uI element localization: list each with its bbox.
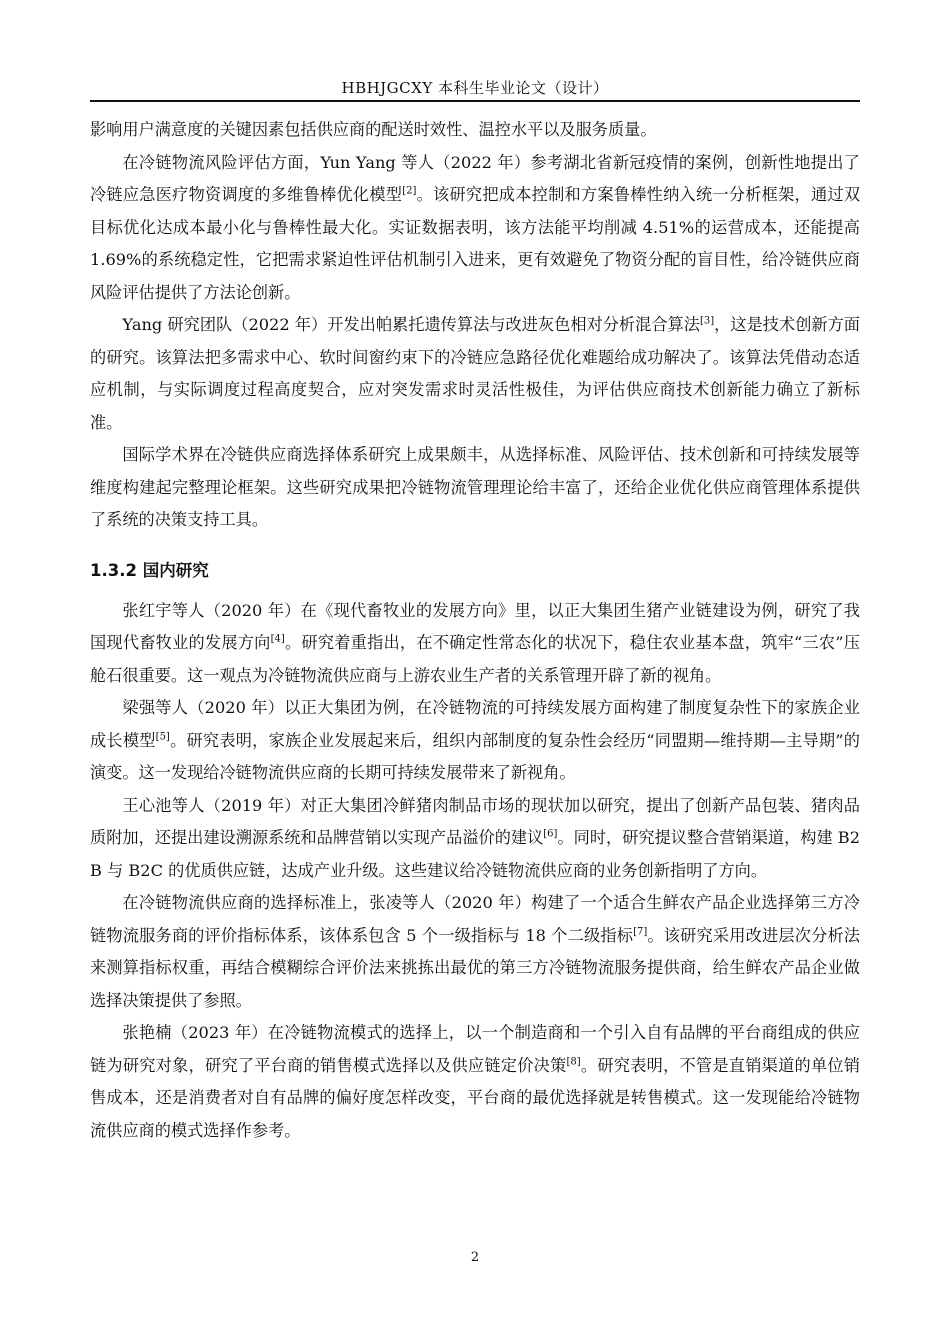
citation-ref: [4] xyxy=(270,633,285,645)
paragraph-text: 在冷链物流风险评估方面，Yun Yang 等人（2022 年）参考湖北省新冠疫情的案例，创新性地提出了冷链应急医疗物资调度的多维鲁棒优化模型 xyxy=(90,152,860,204)
paragraph-text: 张红宇等人（2020 年）在《现代畜牧业的发展方向》里，以正大集团生猪产业链建设为例，研究了我国现代畜牧业的发展方向 xyxy=(90,600,860,652)
paragraph-text: 。研究表明，不管是直销渠道的单位销售成本，还是消费者对自有品牌的偏好度怎样改变，平台商的最优选择就是转售模式。这一发现能给冷链物流供应商的模式选择作参考。 xyxy=(90,1055,860,1140)
paragraph-zhang-ling xyxy=(90,887,860,1017)
citation-ref: [6] xyxy=(543,828,558,840)
paragraph-continuation xyxy=(90,114,860,147)
paragraph-text: Yang 研究团队（2022 年）开发出帕累托遗传算法与改进灰色相对分析混合算法 xyxy=(122,315,700,334)
paragraph-liang-qiang xyxy=(90,692,860,790)
paragraph-text: 。同时，研究提议整合营销渠道，构建 B2B 与 B2C 的优质供应链，达成产业升级。这些建议给冷链物流供应商的业务创新指明了方向。 xyxy=(90,828,860,880)
paragraph-wang-xinchi xyxy=(90,790,860,888)
citation-ref: [5] xyxy=(155,731,170,743)
paragraph-zhang-yannan xyxy=(90,1017,860,1147)
citation-ref: [7] xyxy=(633,926,648,938)
paragraph-text: 。该研究把成本控制和方案鲁棒性纳入统一分析框架，通过双目标优化达成本最小化与鲁棒性最大化。实证数据表明，该方法能平均削减 4.51%的运营成本，还能提高 1.69%的系统稳定性，它把需求紧迫性评估机制引入进来，更有效避免了物资分配的盲目性，给冷链供应商风险评估提供了方法论创新。 xyxy=(90,185,861,302)
paragraph-text: 。研究表明，家族企业发展起来后，组织内部制度的复杂性会经历“同盟期—维持期—主导期”的演变。这一发现给冷链物流供应商的长期可持续发展带来了新视角。 xyxy=(90,730,860,782)
running-header: HBHJGCXY 本科生毕业论文（设计） xyxy=(341,79,609,97)
body-text xyxy=(90,114,860,1147)
section-heading: 1.3.2 国内研究 xyxy=(90,560,209,580)
paragraph-text: 张艳楠（2023 年）在冷链物流模式的选择上，以一个制造商和一个引入自有品牌的平台商组成的供应链为研究对象，研究了平台商的销售模式选择以及供应链定价决策 xyxy=(90,1023,860,1075)
paragraph-text: 。该研究采用改进层次分析法来测算指标权重，再结合模糊综合评价法来挑拣出最优的第三方冷链物流服务提供商，给生鲜农产品企业做选择决策提供了参照。 xyxy=(90,925,860,1010)
page-number: 2 xyxy=(470,1250,480,1265)
citation-ref: [3] xyxy=(699,315,715,327)
citation-ref: [8] xyxy=(566,1056,581,1068)
paragraph-yun-yang xyxy=(90,147,860,310)
paragraph-yang-team xyxy=(90,309,860,439)
paragraph-international-summary xyxy=(90,439,860,537)
header-rule xyxy=(90,100,860,102)
paragraph-zhang-hongyu xyxy=(90,595,860,693)
paragraph-text: 在冷链物流供应商的选择标准上，张凌等人（2020 年）构建了一个适合生鲜农产品企业选择第三方冷链物流服务商的评价指标体系，该体系包含 5 个一级指标与 18 个二级指标 xyxy=(90,893,860,945)
paragraph-text: ，这是技术创新方面的研究。该算法把多需求中心、软时间窗约束下的冷链应急路径优化难题给成功解决了。该算法凭借动态适应机制，与实际调度过程高度契合，应对突发需求时灵活性极佳，为评估供应商技术创新能力确立了新标准。 xyxy=(90,315,860,432)
paragraph-text: 影响用户满意度的关键因素包括供应商的配送时效性、温控水平以及服务质量。 xyxy=(90,120,657,139)
paragraph-text: 梁强等人（2020 年）以正大集团为例，在冷链物流的可持续发展方面构建了制度复杂性下的家族企业成长模型 xyxy=(90,698,860,750)
citation-ref: [2] xyxy=(402,185,417,197)
paragraph-text: 。研究着重指出，在不确定性常态化的状况下，稳住农业基本盘，筑牢“三农”压舱石很重要。这一观点为冷链物流供应商与上游农业生产者的关系管理开辟了新的视角。 xyxy=(90,633,860,685)
paragraph-text: 王心池等人（2019 年）对正大集团冷鲜猪肉制品市场的现状加以研究，提出了创新产品包装、猪肉品质附加，还提出建设溯源系统和品牌营销以实现产品溢价的建议 xyxy=(90,795,860,847)
paragraph-text: 国际学术界在冷链供应商选择体系研究上成果颇丰，从选择标准、风险评估、技术创新和可持续发展等维度构建起完整理论框架。这些研究成果把冷链物流管理理论给丰富了，还给企业优化供应商管理体系提供了系统的决策支持工具。 xyxy=(90,445,860,529)
